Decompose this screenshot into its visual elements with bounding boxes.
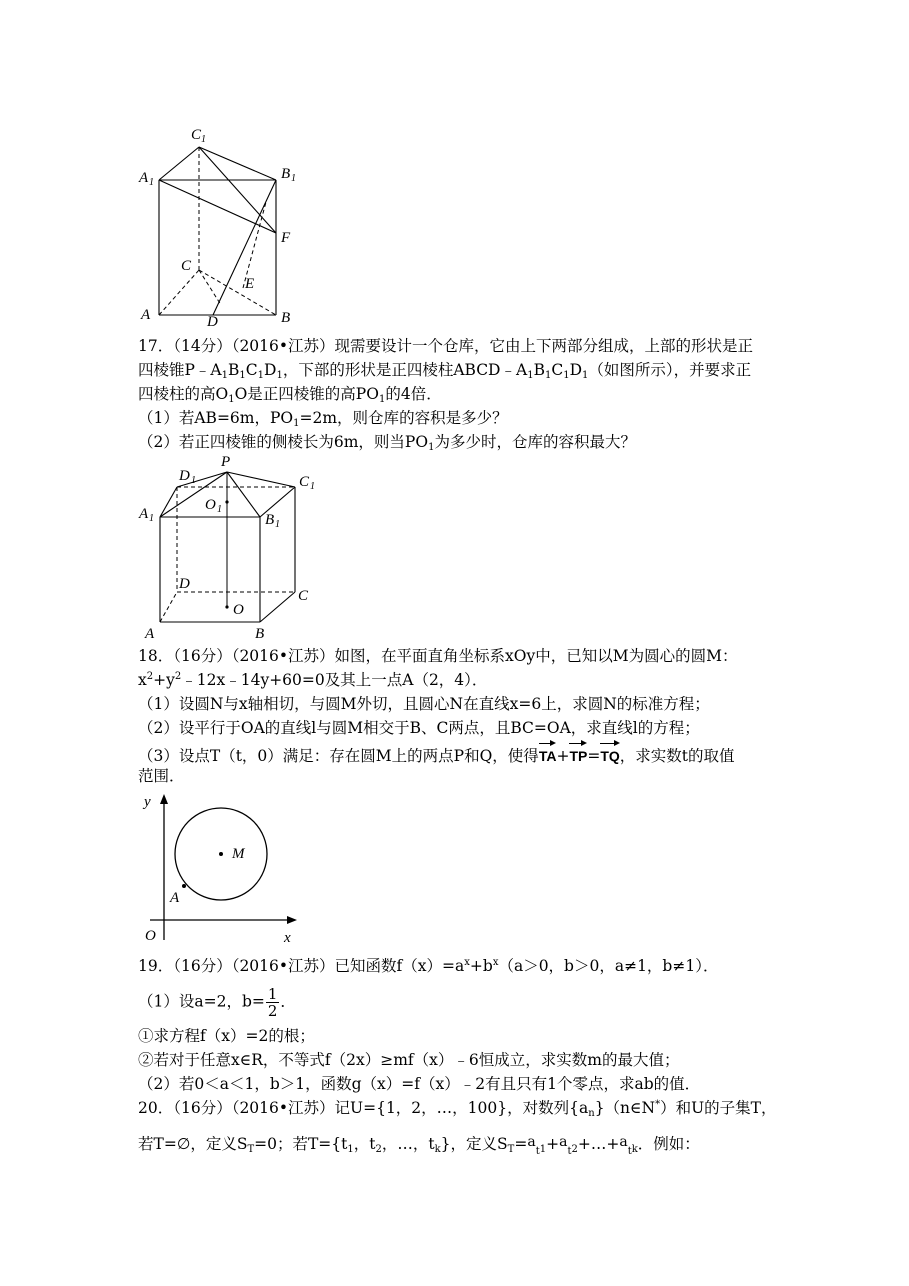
q20-text: 若T=∅，定义S — [138, 1135, 248, 1153]
label-B1-sub: 1 — [291, 173, 296, 184]
fraction-numerator: 1 — [267, 985, 278, 1003]
label-O1: O — [205, 497, 216, 513]
q18-part-1: （1）设圆N与x轴相切，与圆M外切，且圆心N在直线x=6上，求圆N的标准方程； — [138, 695, 710, 713]
q17-text: C — [245, 361, 258, 379]
figure-prism-1 — [135, 120, 305, 330]
sub: 1 — [563, 370, 570, 381]
sub: 1 — [539, 1144, 547, 1155]
q17-text: （如图所示），并要求正 — [588, 361, 752, 379]
sub: 1 — [378, 394, 386, 405]
label-B1-sub: 1 — [275, 519, 280, 530]
q20-text: ）和U的子集T， — [660, 1099, 777, 1117]
label-E: E — [245, 276, 255, 292]
q17-line-1: 17．（14分）（2016•江苏）现需要设计一个仓库，它由上下两部分组成，上部的形状是正 — [138, 337, 754, 355]
q17-text: D — [264, 361, 277, 379]
label-A1: A — [139, 506, 149, 522]
label-O1-sub: 1 — [217, 504, 222, 515]
sup: * — [655, 1099, 661, 1110]
q17-text: （1）若AB=6m，PO — [138, 409, 294, 427]
q18-part-3-cont: 范围． — [138, 767, 185, 785]
q17-text: B — [533, 361, 545, 379]
q17-text: 的4倍． — [385, 385, 442, 403]
label-A: A — [170, 890, 180, 906]
q20-text: =0；若T={t — [254, 1135, 348, 1153]
label-P: P — [221, 454, 231, 470]
vector-TA: TA — [539, 742, 557, 766]
q18-text: （3）设点T（t，0）满足：存在圆M上的两点P和Q，使得 — [138, 747, 539, 765]
seq-t: t — [627, 1146, 632, 1157]
q20-text: }，定义S — [440, 1135, 508, 1153]
q20-text: ．例如： — [637, 1135, 700, 1153]
sub: 1 — [276, 370, 283, 381]
label-A1-sub: 1 — [149, 513, 154, 524]
q18-text: +y — [153, 671, 175, 689]
sup: x — [464, 957, 470, 968]
sup: 2 — [174, 671, 182, 682]
label-M: M — [232, 846, 245, 862]
q19-text: 19．（16分）（2016•江苏）已知函数f（x）=a — [138, 957, 465, 975]
label-A: A — [141, 307, 151, 323]
sub: 1 — [544, 370, 552, 381]
q20-text: }（n∈N — [594, 1099, 656, 1117]
sub: 1 — [239, 370, 246, 381]
q17-part-1 — [138, 408, 508, 428]
sup: 2 — [146, 671, 154, 682]
q20-text: = — [514, 1135, 528, 1153]
q20-text: ，t — [353, 1135, 376, 1153]
q17-text: 为多少时，仓库的容积最大？ — [434, 433, 636, 451]
q17-text: （2）若正四棱锥的侧棱长为6m，则当PO — [138, 433, 429, 451]
sub: n — [588, 1108, 595, 1119]
label-A1: A — [139, 170, 149, 186]
q18-line-2 — [138, 670, 487, 690]
label-y: y — [144, 794, 151, 810]
q19-text: ． — [280, 992, 296, 1011]
sub: 1 — [257, 370, 265, 381]
sub: 1 — [293, 418, 300, 429]
label-B1: B — [281, 166, 291, 182]
q20-line-1 — [138, 1098, 776, 1118]
q18-part-3 — [138, 742, 735, 766]
label-C1-sub: 1 — [201, 134, 206, 145]
label-F: F — [281, 230, 291, 246]
sub: 1 — [428, 442, 435, 453]
q17-line-3 — [138, 384, 442, 404]
label-C1: C — [191, 127, 202, 143]
q17-text: 四棱柱的高O — [138, 385, 229, 403]
seq-a: a — [559, 1134, 568, 1150]
q17-text: 四棱锥P﹣A — [138, 361, 222, 379]
sub: 2 — [571, 1144, 578, 1155]
seq-t: t — [567, 1146, 572, 1157]
q20-text: + — [546, 1135, 560, 1153]
q18-text: ﹣12x﹣14y+60=0及其上一点A（2，4）． — [181, 671, 488, 689]
label-x: x — [284, 930, 291, 946]
vector-TQ: TQ — [600, 742, 619, 766]
q19-text: （a＞0，b＞0，a≠1，b≠1）． — [498, 957, 719, 975]
label-A1-sub: 1 — [149, 177, 154, 188]
label-C: C — [181, 258, 192, 274]
q17-text: ，下部的形状是正四棱柱ABCD﹣A — [282, 361, 528, 379]
q20-text: +…+ — [577, 1135, 620, 1153]
q18-text: x — [138, 671, 147, 689]
label-O: O — [233, 602, 244, 618]
label-C: C — [298, 588, 309, 604]
figure-warehouse — [135, 452, 335, 642]
seq-a: a — [527, 1134, 536, 1150]
sub: 1 — [221, 370, 228, 381]
q17-text: C — [551, 361, 564, 379]
q19-part-2: （2）若0＜a＜1，b＞1，函数g（x）=f（x）﹣2有且只有1个零点，求ab的值． — [138, 1075, 701, 1093]
label-A: A — [145, 626, 155, 642]
vector-TP: TP — [569, 742, 587, 766]
q19-sub-1: ①求方程f（x）=2的根； — [138, 1027, 315, 1045]
sub: 1 — [347, 1144, 354, 1155]
label-D: D — [207, 314, 218, 330]
q18-text: = — [587, 747, 601, 765]
q20-text: 20．（16分）（2016•江苏）记U={1，2，…，100}，对数列{a — [138, 1099, 589, 1117]
q17-text: O是正四棱锥的高PO — [234, 385, 379, 403]
q20-text: ，…，t — [381, 1135, 435, 1153]
seq-a: a — [619, 1134, 628, 1150]
seq-t: t — [535, 1146, 540, 1157]
q17-text: =2m，则仓库的容积是多少？ — [299, 409, 508, 427]
sub: 1 — [527, 370, 534, 381]
q17-text: D — [569, 361, 583, 379]
q18-text: ，求实数t的取值 — [619, 747, 735, 765]
sub: 1 — [582, 370, 589, 381]
label-O: O — [145, 928, 156, 944]
sup: x — [492, 957, 499, 968]
figure-circle — [140, 790, 310, 950]
q20-line-2 — [138, 1134, 700, 1157]
label-D1-sub: 1 — [191, 475, 196, 486]
label-D: D — [179, 576, 190, 592]
sub: T — [247, 1144, 255, 1155]
fraction-one-half — [266, 986, 280, 1019]
sub: T — [507, 1144, 515, 1155]
label-B: B — [281, 310, 291, 326]
q19-sub-2: ②若对于任意x∈R，不等式f（2x）≥mf（x）﹣6恒成立，求实数m的最大值； — [138, 1051, 680, 1069]
label-D1: D — [179, 468, 190, 484]
sub: k — [434, 1144, 441, 1155]
fraction-denominator: 2 — [267, 1002, 278, 1020]
q17-text: B — [228, 361, 240, 379]
label-B: B — [255, 626, 265, 642]
q19-part-1 — [138, 986, 296, 1019]
q19-line-1 — [138, 956, 718, 976]
q19-text: （1）设a=2，b= — [138, 992, 265, 1011]
q17-part-2 — [138, 432, 636, 452]
label-C1: C — [299, 474, 310, 490]
label-C1-sub: 1 — [310, 481, 315, 492]
q17-line-2 — [138, 360, 751, 380]
q18-text: + — [556, 747, 570, 765]
sub: k — [631, 1144, 638, 1155]
label-B1: B — [265, 512, 275, 528]
q18-part-2: （2）设平行于OA的直线l与圆M相交于B、C两点，且BC=OA，求直线l的方程； — [138, 719, 700, 737]
sub: 1 — [228, 394, 235, 405]
sub: 2 — [375, 1144, 382, 1155]
q19-text: +b — [469, 957, 493, 975]
q18-line-1: 18．（16分）（2016•江苏）如图，在平面直角坐标系xOy中，已知以M为圆心的圆M： — [138, 647, 738, 665]
